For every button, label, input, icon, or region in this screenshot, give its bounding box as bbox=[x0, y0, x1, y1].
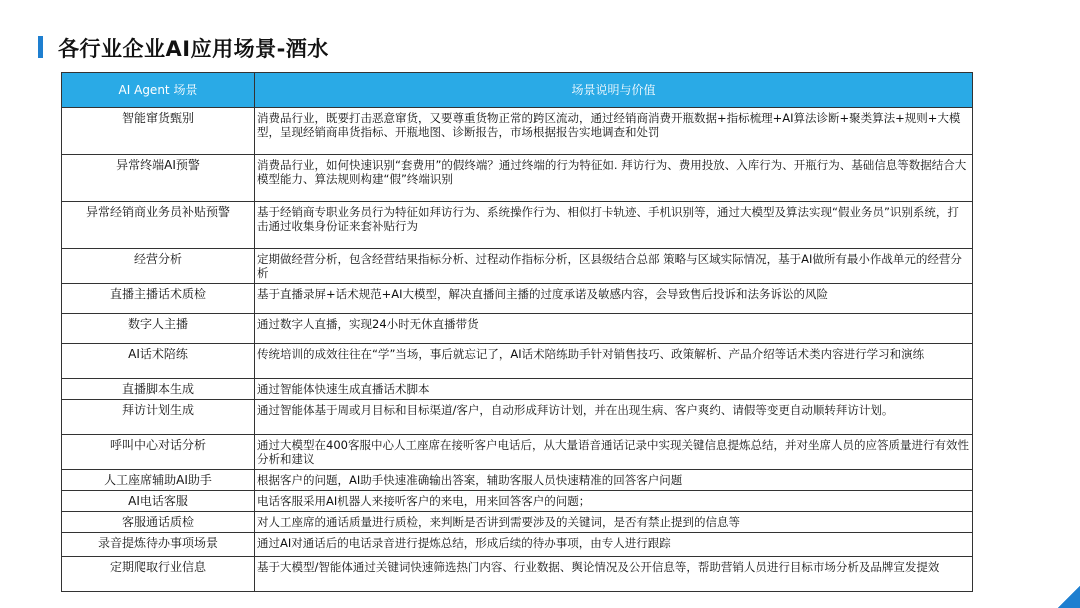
scene-cell: 拜访计划生成 bbox=[62, 400, 255, 435]
scene-cell: 定期爬取行业信息 bbox=[62, 557, 255, 592]
description-cell: 定期做经营分析，包含经营结果指标分析、过程动作指标分析，区县级结合总部 策略与区域实际情况，基于AI做所有最小作战单元的经营分析 bbox=[255, 249, 973, 284]
page-title: 各行业企业AI应用场景-酒水 bbox=[58, 37, 329, 61]
table-row bbox=[62, 379, 973, 400]
description-cell: 基于大模型/智能体通过关键词快速筛选热门内容、行业数据、舆论情况及公开信息等，帮助营销人员进行目标市场分析及品牌宣发提效 bbox=[255, 557, 973, 592]
scene-cell: 经营分析 bbox=[62, 249, 255, 284]
scene-cell: 直播脚本生成 bbox=[62, 379, 255, 400]
scene-cell: 智能窜货甄别 bbox=[62, 108, 255, 155]
table-row bbox=[62, 284, 973, 314]
table-row bbox=[62, 344, 973, 379]
scene-cell: AI话术陪练 bbox=[62, 344, 255, 379]
table-row bbox=[62, 108, 973, 155]
table-row bbox=[62, 400, 973, 435]
scene-cell: 直播主播话术质检 bbox=[62, 284, 255, 314]
table-row bbox=[62, 533, 973, 557]
table-row bbox=[62, 155, 973, 202]
scene-cell: 客服通话质检 bbox=[62, 512, 255, 533]
table-row bbox=[62, 470, 973, 491]
scene-cell: 呼叫中心对话分析 bbox=[62, 435, 255, 470]
scene-cell: 异常终端AI预警 bbox=[62, 155, 255, 202]
scene-cell: 数字人主播 bbox=[62, 314, 255, 344]
table-row bbox=[62, 491, 973, 512]
description-cell: 消费品行业，既要打击恶意窜货，又要尊重货物正常的跨区流动，通过经销商消费开瓶数据+指标梳理+AI算法诊断+聚类算法+规则+大模型，呈现经销商串货指标、开瓶地图、诊断报告，市场根据报告实地调查和处罚 bbox=[255, 108, 973, 155]
description-cell: 通过AI对通话后的电话录音进行提炼总结，形成后续的待办事项，由专人进行跟踪 bbox=[255, 533, 973, 557]
scene-cell: 异常经销商业务员补贴预警 bbox=[62, 202, 255, 249]
table-row bbox=[62, 557, 973, 592]
table-header-row bbox=[62, 73, 973, 108]
table-row bbox=[62, 202, 973, 249]
description-cell: 传统培训的成效往往在“学”当场，事后就忘记了，AI话术陪练助手针对销售技巧、政策解析、产品介绍等话术类内容进行学习和演练 bbox=[255, 344, 973, 379]
table-row bbox=[62, 435, 973, 470]
description-cell: 基于经销商专职业务员行为特征如拜访行为、系统操作行为、相似打卡轨迹、手机识别等，通过大模型及算法实现“假业务员”识别系统，打击通过收集身份证来套补贴行为 bbox=[255, 202, 973, 249]
corner-decoration bbox=[1058, 586, 1080, 608]
description-cell: 对人工座席的通话质量进行质检，来判断是否讲到需要涉及的关键词，是否有禁止提到的信息等 bbox=[255, 512, 973, 533]
description-cell: 消费品行业，如何快速识别“套费用”的假终端？通过终端的行为特征如. 拜访行为、费用投放、入库行为、开瓶行为、基础信息等数据结合大模型能力、算法规则构建“假”终端识别 bbox=[255, 155, 973, 202]
description-cell: 通过智能体快速生成直播话术脚本 bbox=[255, 379, 973, 400]
table-row bbox=[62, 512, 973, 533]
description-cell: 电话客服采用AI机器人来接听客户的来电，用来回答客户的问题； bbox=[255, 491, 973, 512]
table-row bbox=[62, 249, 973, 284]
header-description: 场景说明与价值 bbox=[255, 73, 973, 108]
header-scene: AI Agent 场景 bbox=[62, 73, 255, 108]
description-cell: 通过智能体基于周或月目标和目标渠道/客户，自动形成拜访计划，并在出现生病、客户爽约、请假等变更自动顺转拜访计划。 bbox=[255, 400, 973, 435]
scene-cell: 人工座席辅助AI助手 bbox=[62, 470, 255, 491]
description-cell: 根据客户的问题，AI助手快速准确输出答案，辅助客服人员快速精准的回答客户问题 bbox=[255, 470, 973, 491]
description-cell: 通过大模型在400客服中心人工座席在接听客户电话后，从大量语音通话记录中实现关键信息提炼总结，并对坐席人员的应答质量进行有效性分析和建议 bbox=[255, 435, 973, 470]
scene-cell: AI电话客服 bbox=[62, 491, 255, 512]
description-cell: 基于直播录屏+话术规范+AI大模型，解决直播间主播的过度承诺及敏感内容，会导致售后投诉和法务诉讼的风险 bbox=[255, 284, 973, 314]
description-cell: 通过数字人直播，实现24小时无休直播带货 bbox=[255, 314, 973, 344]
scenario-table bbox=[61, 72, 973, 592]
title-accent-bar bbox=[38, 36, 43, 58]
scene-cell: 录音提炼待办事项场景 bbox=[62, 533, 255, 557]
table-row bbox=[62, 314, 973, 344]
